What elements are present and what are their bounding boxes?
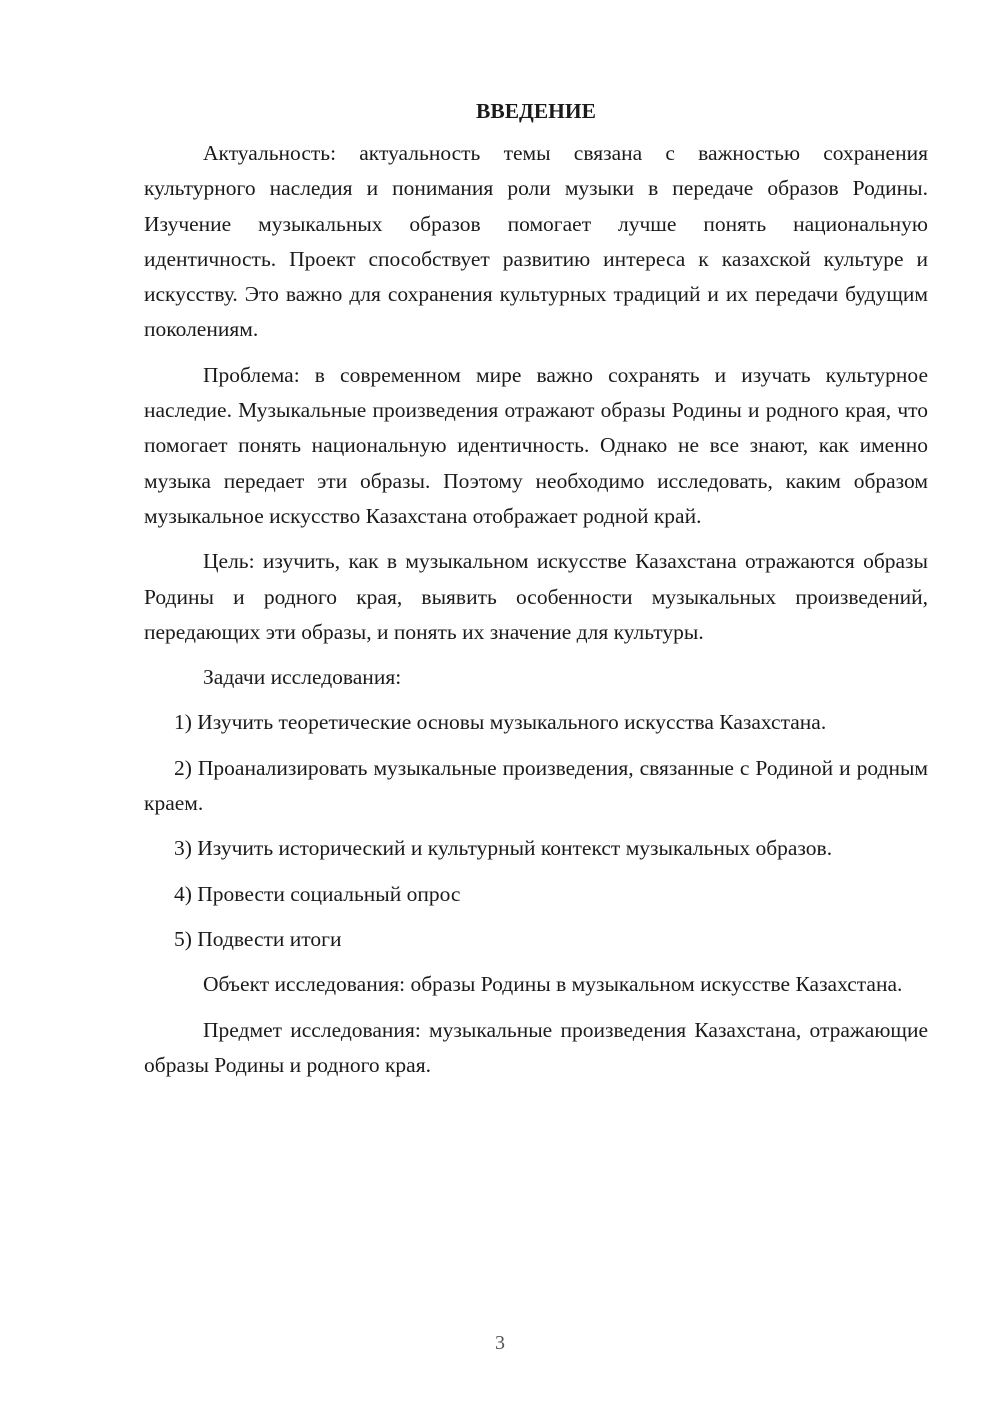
subject-paragraph: Предмет исследования: музыкальные произведения Казахстана, отражающие образы Родины и родного края. — [144, 1017, 928, 1077]
task-item-2: 2) Проанализировать музыкальные произведения, связанные с Родиной и родным краем. — [144, 755, 928, 816]
object-paragraph: Объект исследования: образы Родины в музыкальном искусстве Казахстана. — [203, 972, 903, 997]
goal-paragraph: Цель: изучить, как в музыкальном искусстве Казахстана отражаются образы Родины и родного края, выявить особенности музыкальных произведений, передающих эти образы, и понять их значение для культуры. — [144, 549, 928, 644]
task-item-5: 5) Подвести итоги — [174, 926, 342, 951]
relevance-paragraph: Актуальность: актуальность темы связана с важностью сохранения культурного наследия и понимания роли музыки в передаче образов Родины. Изучение музыкальных образов помогает лучше понять национальную идентичность. Проект способствует развитию интереса к казахской культуре и искусству. Это важно для сохранения культурных традиций и их передачи будущим поколениям. — [144, 141, 928, 342]
task-item-3: 3) Изучить исторический и культурный контекст музыкальных образов. — [174, 836, 833, 861]
document-page — [144, 96, 928, 1093]
section-title: ВВЕДЕНИЕ — [476, 99, 596, 123]
task-item-1: 1) Изучить теоретические основы музыкального искусства Казахстана. — [174, 710, 827, 735]
task-item-4: 4) Провести социальный опрос — [174, 881, 461, 906]
page-number: 3 — [495, 1332, 505, 1354]
problem-paragraph: Проблема: в современном мире важно сохранять и изучать культурное наследие. Музыкальные произведения отражают образы Родины и родного края, что помогает понять национальную идентичность. Однако не все знают, как именно музыка передает эти образы. Поэтому необходимо исследовать, каким образом музыкальное искусство Казахстана отображает родной край. — [144, 362, 928, 528]
tasks-heading: Задачи исследования: — [203, 665, 402, 690]
